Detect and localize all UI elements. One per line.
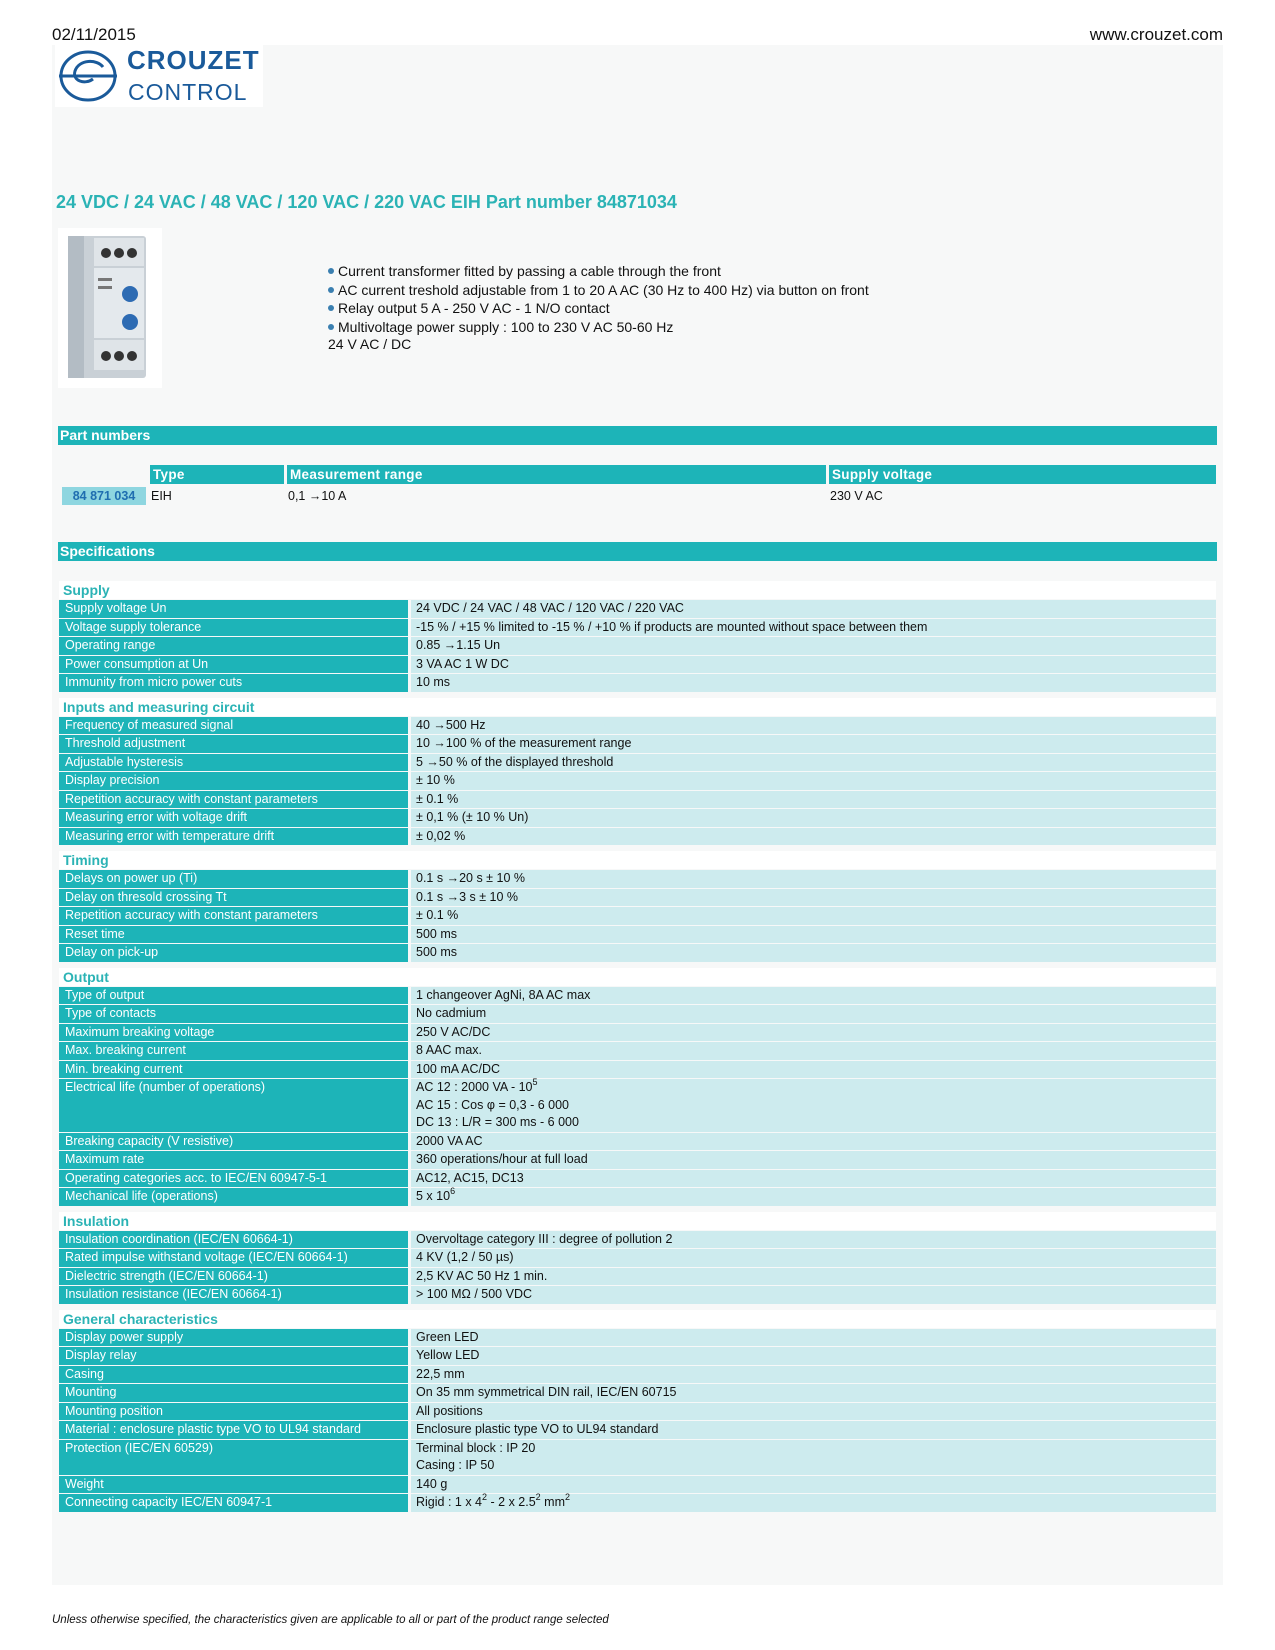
spec-row xyxy=(59,1061,1216,1079)
spec-row xyxy=(59,754,1216,772)
spec-value: 2,5 KV AC 50 Hz 1 min. xyxy=(411,1268,1216,1286)
spec-label: Supply voltage Un xyxy=(59,600,408,618)
spec-row xyxy=(59,1403,1216,1421)
bullet-icon xyxy=(328,268,334,274)
spec-row xyxy=(59,772,1216,790)
spec-value: Overvoltage category III : degree of pollution 2 xyxy=(411,1231,1216,1249)
spec-value: Rigid : 1 x $4^2 - 2$ x $2.5^2$ $mm^2$ xyxy=(411,1494,1216,1512)
spec-value: No cadmium xyxy=(411,1005,1216,1023)
spec-row xyxy=(59,1005,1216,1023)
spec-label: Rated impulse withstand voltage (IEC/EN 60664-1) xyxy=(59,1249,408,1267)
spec-row xyxy=(59,809,1216,827)
pn-supply-cell: 230 V AC xyxy=(830,489,883,503)
spec-label: Repetition accuracy with constant parameters xyxy=(59,907,408,925)
spec-row xyxy=(59,1076,1216,1132)
spec-value: 100 mA AC/DC xyxy=(411,1061,1216,1079)
spec-row xyxy=(59,987,1216,1005)
spec-row xyxy=(59,1476,1216,1494)
spec-label: Adjustable hysteresis xyxy=(59,754,408,772)
spec-row xyxy=(59,735,1216,753)
spec-row xyxy=(59,944,1216,962)
spec-row xyxy=(59,674,1216,692)
spec-row xyxy=(59,1024,1216,1042)
spec-section-title: Inputs and measuring circuit xyxy=(59,698,1216,716)
bullet-icon xyxy=(328,324,334,330)
spec-row xyxy=(59,1366,1216,1384)
spec-value: AC 12 : 2000 VA - $10^5$ AC 15 : Cos φ = 0,3 - 6 000 DC 13 : L/R = 300 ms - 6 000 xyxy=(411,1079,1216,1132)
spec-label: Delay on pick-up xyxy=(59,944,408,962)
spec-value: Yellow LED xyxy=(411,1347,1216,1365)
spec-row xyxy=(59,1268,1216,1286)
spec-value: 22,5 mm xyxy=(411,1366,1216,1384)
page-date: 02/11/2015 xyxy=(52,25,136,44)
spec-value: Terminal block : IP 20 Casing : IP 50 xyxy=(411,1440,1216,1475)
spec-label: Mechanical life (operations) xyxy=(59,1188,408,1206)
spec-label: Repetition accuracy with constant parameters xyxy=(59,791,408,809)
spec-label: Insulation coordination (IEC/EN 60664-1) xyxy=(59,1231,408,1249)
spec-label: Min. breaking current xyxy=(59,1061,408,1079)
spec-label: Immunity from micro power cuts xyxy=(59,674,408,692)
logo-wordmark-bottom: CONTROL xyxy=(128,79,248,105)
spec-row xyxy=(59,1329,1216,1347)
spec-value: 40 →500 Hz xyxy=(411,717,1216,735)
feature-item: AC current treshold adjustable from 1 to 20 A AC (30 Hz to 400 Hz) via button on front xyxy=(328,281,869,300)
spec-row xyxy=(59,619,1216,637)
spec-row xyxy=(59,1133,1216,1151)
spec-row xyxy=(59,1440,1216,1475)
spec-row xyxy=(59,1042,1216,1060)
spec-section-title: General characteristics xyxy=(59,1310,1216,1328)
spec-value: ± 0,02 % xyxy=(411,828,1216,846)
spec-row xyxy=(59,1286,1216,1304)
spec-label: Reset time xyxy=(59,926,408,944)
spec-value: ± 0,1 % (± 10 % Un) xyxy=(411,809,1216,827)
spec-row xyxy=(59,791,1216,809)
spec-row xyxy=(59,1231,1216,1249)
spec-label: Dielectric strength (IEC/EN 60664-1) xyxy=(59,1268,408,1286)
spec-label: Maximum rate xyxy=(59,1151,408,1169)
spec-row xyxy=(59,1249,1216,1267)
spec-row xyxy=(59,926,1216,944)
footer-note: Unless otherwise specified, the characteristics given are applicable to all or part of the product range selected xyxy=(52,1614,609,1626)
spec-label: Measuring error with voltage drift xyxy=(59,809,408,827)
feature-list xyxy=(328,262,869,336)
spec-value: 3 VA AC 1 W DC xyxy=(411,656,1216,674)
spec-section-title: Output xyxy=(59,968,1216,986)
bullet-icon xyxy=(328,287,334,293)
part-numbers-heading: Part numbers xyxy=(58,426,1217,445)
spec-label: Operating range xyxy=(59,637,408,655)
spec-row xyxy=(59,717,1216,735)
bullet-icon xyxy=(328,305,334,311)
spec-row xyxy=(59,889,1216,907)
spec-label: Delay on thresold crossing Tt xyxy=(59,889,408,907)
crouzet-logo xyxy=(55,45,263,107)
spec-value: ± 10 % xyxy=(411,772,1216,790)
spec-value: 0.1 s →3 s ± 10 % xyxy=(411,889,1216,907)
spec-row xyxy=(59,1347,1216,1365)
spec-value: > 100 MΩ / 500 VDC xyxy=(411,1286,1216,1304)
spec-label: Maximum breaking voltage xyxy=(59,1024,408,1042)
spec-label: Operating categories acc. to IEC/EN 60947-5-1 xyxy=(59,1170,408,1188)
part-number-link[interactable]: 84 871 034 xyxy=(62,487,146,505)
spec-value: 10 ms xyxy=(411,674,1216,692)
spec-label: Electrical life (number of operations) xyxy=(59,1079,408,1132)
spec-value: 2000 VA AC xyxy=(411,1133,1216,1151)
spec-section-title: Insulation xyxy=(59,1212,1216,1230)
spec-label: Mounting position xyxy=(59,1403,408,1421)
spec-label: Delays on power up (Ti) xyxy=(59,870,408,888)
pn-col-type: Type xyxy=(150,465,284,484)
spec-label: Weight xyxy=(59,1476,408,1494)
spec-value: 500 ms xyxy=(411,926,1216,944)
specifications-heading: Specifications xyxy=(58,542,1217,561)
spec-label: Mounting xyxy=(59,1384,408,1402)
spec-value: 0.1 s →20 s ± 10 % xyxy=(411,870,1216,888)
spec-row xyxy=(59,1384,1216,1402)
spec-label: Casing xyxy=(59,1366,408,1384)
logo-wordmark-top: CROUZET xyxy=(127,45,260,75)
spec-row xyxy=(59,1151,1216,1169)
logo-emblem-icon xyxy=(57,45,123,107)
spec-section-title: Supply xyxy=(59,581,1216,599)
spec-row xyxy=(59,600,1216,618)
spec-label: Threshold adjustment xyxy=(59,735,408,753)
spec-value: Enclosure plastic type VO to UL94 standard xyxy=(411,1421,1216,1439)
spec-row xyxy=(59,1185,1216,1206)
spec-label: Frequency of measured signal xyxy=(59,717,408,735)
spec-label: Display precision xyxy=(59,772,408,790)
spec-row xyxy=(59,907,1216,925)
spec-row xyxy=(59,1491,1216,1512)
spec-label: Connecting capacity IEC/EN 60947-1 xyxy=(59,1494,408,1512)
spec-label: Measuring error with temperature drift xyxy=(59,828,408,846)
spec-value: 4 KV (1,2 / 50 µs) xyxy=(411,1249,1216,1267)
product-photo xyxy=(58,228,162,388)
relay-module-image xyxy=(58,228,162,388)
spec-value: -15 % / +15 % limited to -15 % / +10 % if products are mounted without space between them xyxy=(411,619,1216,637)
spec-label: Insulation resistance (IEC/EN 60664-1) xyxy=(59,1286,408,1304)
spec-row xyxy=(59,1421,1216,1439)
pn-type-cell: EIH xyxy=(151,489,172,503)
pn-col-supply: Supply voltage xyxy=(829,465,1216,484)
spec-label: Display power supply xyxy=(59,1329,408,1347)
spec-value: Green LED xyxy=(411,1329,1216,1347)
spec-value: ± 0.1 % xyxy=(411,791,1216,809)
site-url[interactable]: www.crouzet.com xyxy=(1089,25,1223,44)
spec-label: Max. breaking current xyxy=(59,1042,408,1060)
spec-value: 24 VDC / 24 VAC / 48 VAC / 120 VAC / 220 VAC xyxy=(411,600,1216,618)
spec-value: 250 V AC/DC xyxy=(411,1024,1216,1042)
spec-row xyxy=(59,828,1216,846)
spec-value: 360 operations/hour at full load xyxy=(411,1151,1216,1169)
feature-item: Current transformer fitted by passing a cable through the front xyxy=(328,262,869,281)
spec-label: Display relay xyxy=(59,1347,408,1365)
spec-value: 5 →50 % of the displayed threshold xyxy=(411,754,1216,772)
specifications-table xyxy=(59,581,1216,1512)
spec-label: Protection (IEC/EN 60529) xyxy=(59,1440,408,1475)
spec-row xyxy=(59,1170,1216,1188)
spec-label: Material : enclosure plastic type VO to UL94 standard xyxy=(59,1421,408,1439)
spec-value: AC12, AC15, DC13 xyxy=(411,1170,1216,1188)
spec-label: Power consumption at Un xyxy=(59,656,408,674)
spec-value: ± 0.1 % xyxy=(411,907,1216,925)
spec-label: Breaking capacity (V resistive) xyxy=(59,1133,408,1151)
spec-row xyxy=(59,870,1216,888)
spec-value: 5 x $10^6$ xyxy=(411,1188,1216,1206)
pn-range-cell: 0,1 →10 A xyxy=(288,489,347,503)
spec-label: Type of output xyxy=(59,987,408,1005)
spec-value: 0.85 →1.15 Un xyxy=(411,637,1216,655)
spec-value: 10 →100 % of the measurement range xyxy=(411,735,1216,753)
pn-col-range: Measurement range xyxy=(287,465,826,484)
feature-item: Multivoltage power supply : 100 to 230 V AC 50-60 Hz xyxy=(328,318,869,337)
feature-extra-line: 24 V AC / DC xyxy=(328,336,412,352)
feature-item: Relay output 5 A - 250 V AC - 1 N/O contact xyxy=(328,299,869,318)
spec-value: All positions xyxy=(411,1403,1216,1421)
product-title: 24 VDC / 24 VAC / 48 VAC / 120 VAC / 220 VAC EIH Part number 84871034 xyxy=(56,192,677,212)
spec-value: 140 g xyxy=(411,1476,1216,1494)
spec-value: On 35 mm symmetrical DIN rail, IEC/EN 60715 xyxy=(411,1384,1216,1402)
spec-section-title: Timing xyxy=(59,851,1216,869)
spec-value: 1 changeover AgNi, 8A AC max xyxy=(411,987,1216,1005)
spec-row xyxy=(59,637,1216,655)
spec-row xyxy=(59,656,1216,674)
spec-label: Type of contacts xyxy=(59,1005,408,1023)
spec-value: 8 AAC max. xyxy=(411,1042,1216,1060)
spec-label: Voltage supply tolerance xyxy=(59,619,408,637)
spec-value: 500 ms xyxy=(411,944,1216,962)
